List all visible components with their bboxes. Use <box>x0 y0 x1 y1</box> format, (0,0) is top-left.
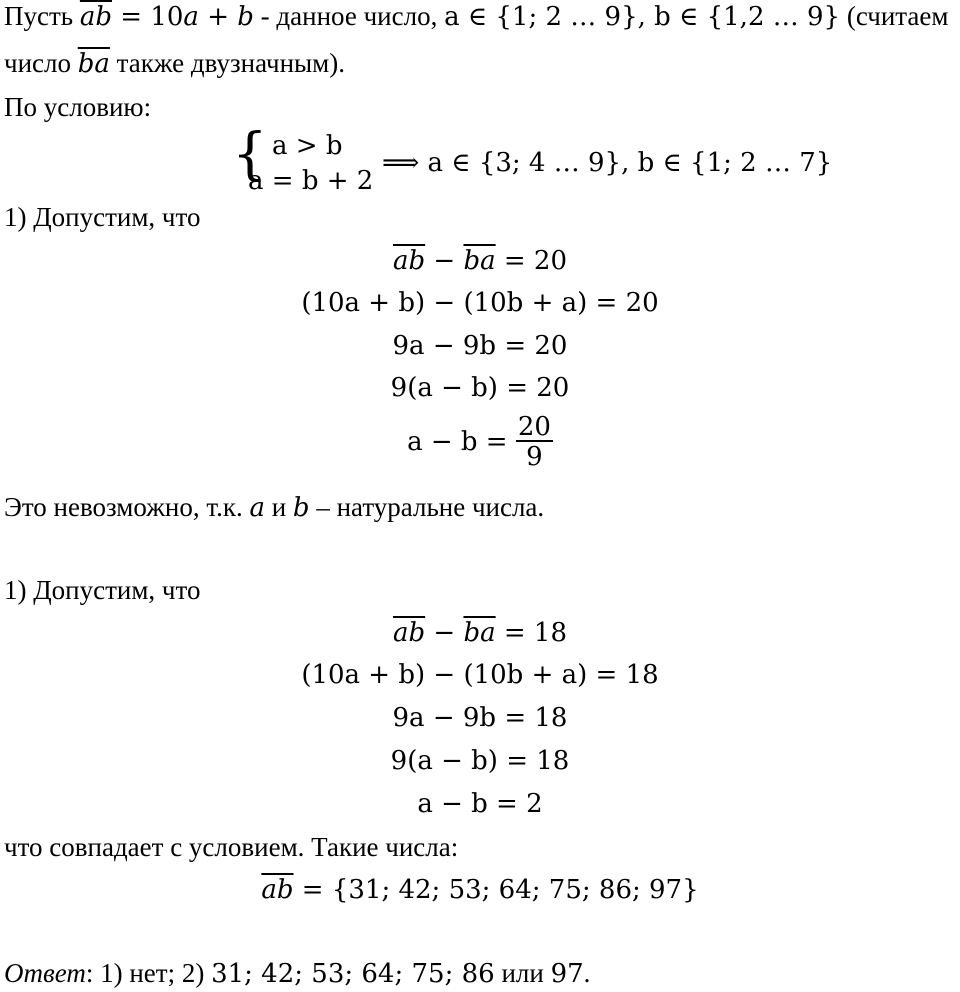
fraction-numerator: 20 <box>517 412 551 442</box>
case1-label: 1) Допустим, что <box>4 202 201 232</box>
answer-or: или <box>494 958 551 988</box>
system-result: ⟹ a ∈ {3; 4 … 9}, b ∈ {1; 2 … 7} <box>382 148 833 178</box>
case2-eq5: a − b = 2 <box>417 789 543 819</box>
intro-line-1 <box>4 3 949 30</box>
number-ab-overline: $\overline{ab}$ <box>392 618 426 648</box>
intro-math: = 10 <box>112 2 184 32</box>
fraction <box>516 414 553 470</box>
intro-var-b: b <box>237 2 254 32</box>
case1-eq5 <box>0 414 960 470</box>
var-b: b <box>292 493 310 523</box>
answer-dot: . <box>583 958 591 988</box>
number-ab-overline: $\overline{ab}$ <box>261 875 294 905</box>
intro-text: также двузначным). <box>109 48 345 78</box>
system-line-2: a = b + 2 <box>248 166 374 196</box>
condition-label: По условию: <box>4 92 152 122</box>
case2-eq3: 9a − 9b = 18 <box>392 703 568 733</box>
number-ab-overline: $\overline{ab}$ <box>392 246 426 276</box>
number-ba-overline: $\overline{ba}$ <box>463 246 496 276</box>
minus-sign: − <box>425 618 464 648</box>
case2-eq4: 9(a − b) = 18 <box>390 746 570 776</box>
intro-plus: + <box>198 2 238 32</box>
answer-label: Ответ <box>4 958 86 988</box>
number-ab-overline: $\overline{ab}$ <box>79 2 113 32</box>
case1-eq1 <box>0 248 960 274</box>
intro-line-2 <box>4 50 345 77</box>
fraction-denominator: 9 <box>526 442 543 472</box>
case2-eq2: (10a + b) − (10b + a) = 18 <box>301 660 659 690</box>
answer-text: : 1) нет; 2) <box>85 958 212 988</box>
set-values: = {31; 42; 53; 64; 75; 86; 97} <box>293 875 699 905</box>
number-ba-overline: $\overline{ba}$ <box>77 49 110 79</box>
system-line-1: a > b <box>272 131 343 161</box>
intro-text: - данное число, <box>253 1 445 31</box>
conclusion-text: и <box>264 492 293 522</box>
answer-values: 31; 42; 53; 64; 75; 86 <box>211 959 495 989</box>
conclusion-text: – натуральне числа. <box>309 492 545 522</box>
answer-last-value: 97 <box>550 959 584 989</box>
set-b: b ∈ {1,2 … 9} <box>645 2 841 32</box>
case2-eq1 <box>0 620 960 646</box>
system-brace: { <box>232 122 268 187</box>
case1-eq2: (10a + b) − (10b + a) = 20 <box>301 288 659 318</box>
minus-sign: − <box>425 246 464 276</box>
case2-label: 1) Допустим, что <box>4 575 201 605</box>
case2-numbers-set <box>0 877 960 903</box>
intro-text: Пусть <box>4 1 80 31</box>
var-a: a <box>249 493 265 523</box>
case2-conclusion: что совпадает с условием. Такие числа: <box>4 832 459 862</box>
answer-line <box>4 960 590 987</box>
intro-text: (считаем <box>840 1 949 31</box>
rhs: = 20 <box>495 246 568 276</box>
case1-eq4: 9(a − b) = 20 <box>390 373 570 403</box>
intro-var-a: a <box>183 2 199 32</box>
case1-conclusion <box>4 494 544 521</box>
intro-text: число <box>4 48 78 78</box>
conclusion-text: Это невозможно, т.к. <box>4 492 250 522</box>
eq5-lhs: a − b = <box>407 427 516 457</box>
set-a: a ∈ {1; 2 … 9}, <box>444 2 646 32</box>
rhs: = 18 <box>495 618 568 648</box>
case1-eq3: 9a − 9b = 20 <box>392 331 568 361</box>
number-ba-overline: $\overline{ba}$ <box>463 618 496 648</box>
